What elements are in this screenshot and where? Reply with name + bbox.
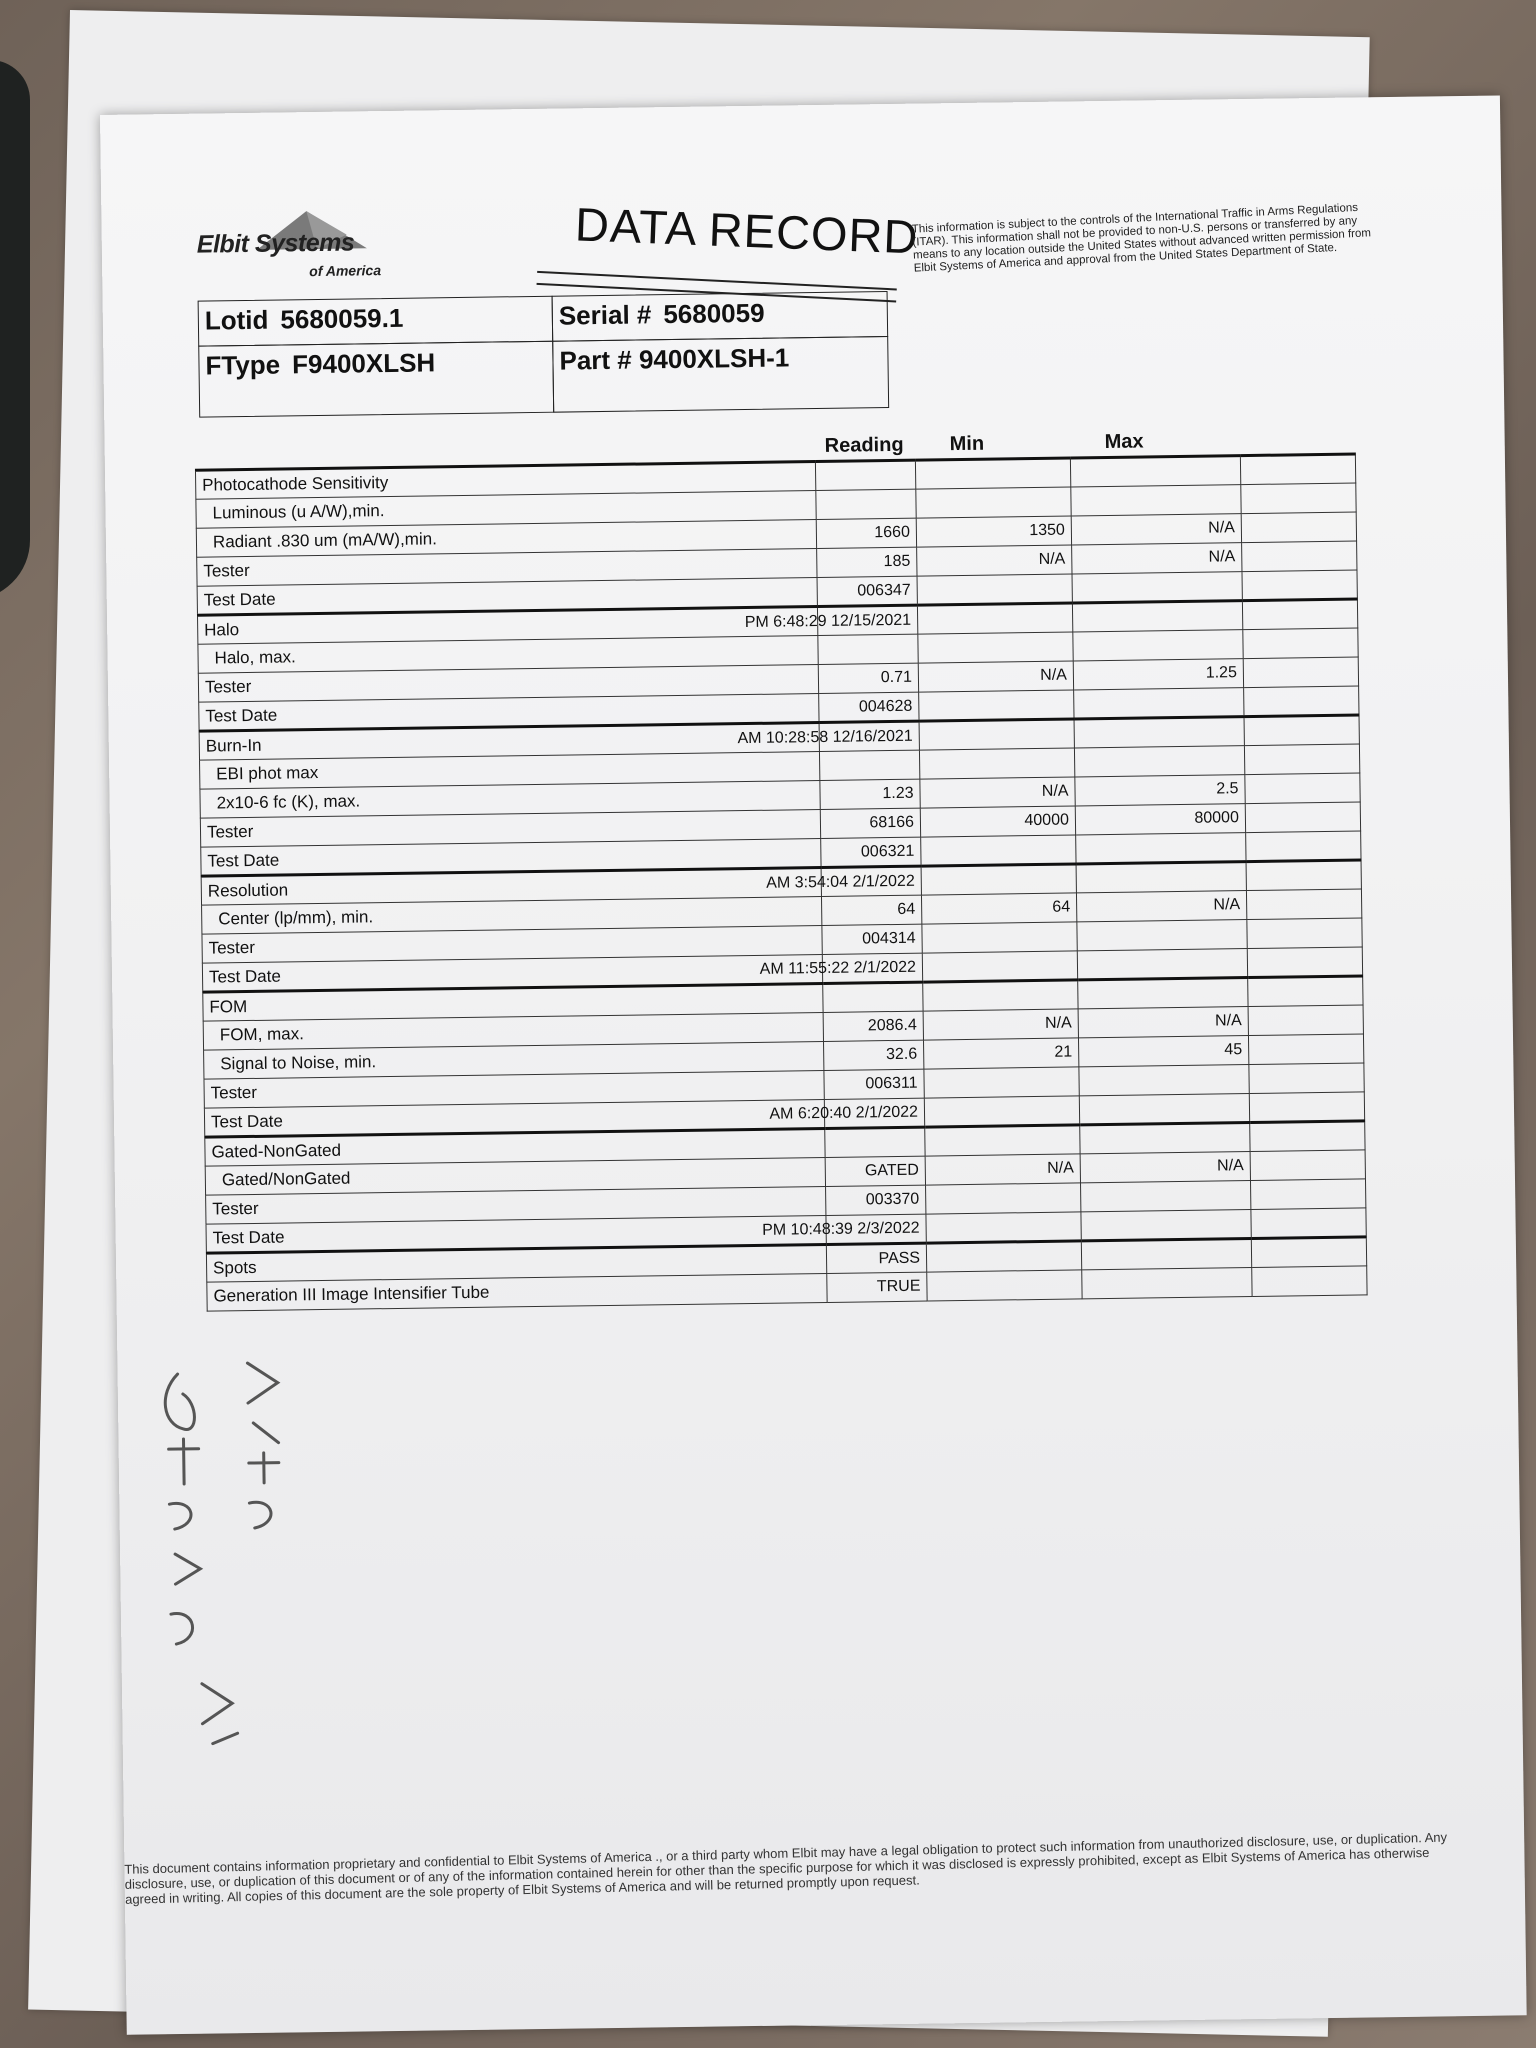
row-extra [1244,744,1359,775]
row-max [1079,1065,1249,1096]
row-reading: 006311 [824,1069,924,1099]
row-reading: 0.71 [818,663,918,693]
row-reading: 004628 [819,692,919,722]
row-max [1074,746,1244,777]
row-min [922,951,1077,982]
row-max: 80000 [1075,804,1245,835]
row-reading [819,750,919,780]
column-header-reading: Reading [824,433,904,457]
row-label: Tester [204,1070,824,1108]
row-max [1077,949,1247,980]
row-reading: PASS [826,1243,926,1273]
row-max [1071,485,1241,516]
row-extra [1251,1237,1366,1268]
row-extra [1246,860,1361,891]
row-extra [1241,483,1356,514]
row-extra [1247,947,1362,978]
row-label: Luminous (u A/W),min. [196,491,816,529]
row-max [1081,1239,1251,1270]
ftype-cell [198,341,554,418]
row-label: Tester [202,925,822,963]
row-max: N/A [1071,514,1241,545]
row-reading: TRUE [827,1272,927,1302]
row-reading: 004314 [822,924,922,954]
confidentiality-disclaimer: This document contains information proprietary and confidential to Elbit Systems of America ., or a third party whom Elbit may have a legal obligation to protect such information from unauthorized disclosure, use, or duplication. Any disclosure, use, or duplication of this document or of any of the information contained herein for other than the specific purpose for which it was disclosed is expressly prohibited, except as Elbit Systems of America has otherwise agreed in writing. All copies of this document are the sole property of Elbit Systems of America and will be returned promptly upon request. [124,1829,1448,1907]
row-extra [1246,889,1361,920]
row-max [1076,862,1246,893]
row-reading: GATED [825,1156,925,1186]
row-label: EBI phot max [200,752,820,790]
row-max: 1.25 [1073,659,1243,690]
lotid-cell [198,296,554,347]
ftype-value: F9400XLSH [291,347,436,380]
itar-notice: This information is subject to the controls of the International Traffic in Arms Regulations (ITAR). This information shall not be provided to non-U.S. persons or transferred by any means to any location outside the United States without advanced written permission from Elbit Systems of America and approval from the United States Department of State. [911,201,1372,275]
logo-name: Elbit Systems [196,228,355,259]
row-max [1082,1268,1252,1299]
row-max [1074,688,1244,719]
row-min: N/A [925,1154,1080,1185]
row-max [1079,1094,1249,1125]
row-reading: 2/3/2022 10:48:39 PM [826,1214,926,1244]
row-min [916,487,1071,518]
row-label: Signal to Noise, min. [204,1041,824,1079]
row-reading: 003370 [826,1185,926,1215]
row-min [921,835,1076,866]
row-min [915,458,1070,489]
elbit-logo [196,205,427,288]
row-min [918,632,1073,663]
row-min [919,719,1074,750]
row-extra [1243,628,1358,659]
row-max [1072,572,1242,603]
row-label: FOM [203,983,823,1021]
row-extra [1250,1150,1365,1181]
row-extra [1248,976,1363,1007]
row-label: Photocathode Sensitivity [195,462,815,500]
row-extra [1250,1179,1365,1210]
row-max [1070,456,1240,487]
lotid-value: 5680059.1 [280,302,404,335]
row-reading: 2/1/2022 6:20:40 AM [824,1098,924,1128]
row-max: N/A [1080,1152,1250,1183]
row-reading [823,982,923,1012]
row-min: 1350 [916,516,1071,547]
row-reading: 006321 [821,837,921,867]
row-max: 45 [1078,1036,1248,1067]
row-max [1078,978,1248,1009]
row-max [1076,833,1246,864]
row-label: Tester [198,665,818,703]
data-record-sheet [100,95,1527,2034]
part-cell [552,336,889,413]
row-min: 40000 [920,806,1075,837]
column-header-max: Max [1104,430,1144,454]
row-label: Burn-In [199,723,819,761]
row-extra [1245,773,1360,804]
part-value: 9400XLSH-1 [638,342,790,375]
row-max: N/A [1078,1007,1248,1038]
row-min: N/A [923,1009,1078,1040]
serial-value: 5680059 [663,297,765,330]
page-title: DATA RECORD [574,197,920,264]
row-label: Test Date [199,694,819,732]
row-min: 21 [923,1038,1078,1069]
row-label: Halo, max. [198,636,818,674]
row-label: Test Date [202,954,822,992]
row-extra [1248,1005,1363,1036]
row-max: 2.5 [1075,775,1245,806]
row-min [925,1125,1080,1156]
row-reading: 006347 [817,576,917,606]
row-reading: 1660 [816,518,916,548]
row-extra [1249,1063,1364,1094]
row-extra [1241,512,1356,543]
row-extra [1244,686,1359,717]
row-label: Test Date [197,578,817,616]
row-label: Test Date [206,1215,826,1253]
row-min [919,748,1074,779]
row-label: Center (lp/mm), min. [202,897,822,935]
row-label: Test Date [204,1099,824,1137]
data-record-table [195,452,1368,1311]
row-max: N/A [1076,891,1246,922]
serial-label: Serial # [558,299,652,331]
row-extra [1248,1034,1363,1065]
row-reading: 68166 [820,808,920,838]
row-extra [1245,802,1360,833]
row-reading: 12/15/2021 6:48:29 PM [817,605,917,635]
logo-subtitle: of America [309,262,382,280]
row-max [1080,1123,1250,1154]
row-label: FOM, max. [203,1012,823,1050]
row-min [927,1270,1082,1301]
column-header-min: Min [949,432,985,456]
row-label: Tester [206,1186,826,1224]
row-reading: 64 [821,895,921,925]
row-extra [1251,1208,1366,1239]
row-label: Gated-NonGated [205,1128,825,1166]
handwritten-annotation [137,1352,313,1774]
lotid-label: Lotid [204,304,269,336]
row-min [926,1183,1081,1214]
row-min: 64 [921,893,1076,924]
row-min [924,1067,1079,1098]
row-extra [1242,541,1357,572]
row-extra [1250,1121,1365,1152]
row-label: Resolution [201,868,821,906]
row-label: Test Date [201,839,821,877]
row-max [1077,920,1247,951]
row-max [1074,717,1244,748]
row-extra [1246,831,1361,862]
row-max [1073,630,1243,661]
row-extra [1249,1092,1364,1123]
row-max [1081,1210,1251,1241]
row-min: N/A [917,545,1072,576]
row-min [922,922,1077,953]
row-min [924,1096,1079,1127]
row-min: N/A [918,661,1073,692]
row-min: N/A [920,777,1075,808]
row-max [1072,601,1242,632]
row-extra [1242,570,1357,601]
ftype-label: FType [205,349,281,381]
row-min [926,1212,1081,1243]
background-bag [0,60,30,600]
row-extra [1252,1266,1367,1297]
row-reading: 185 [817,547,917,577]
part-label: Part # [559,344,632,376]
row-label: Tester [200,810,820,848]
row-reading [816,489,916,519]
row-label: Spots [206,1244,826,1282]
row-min [926,1241,1081,1272]
row-label: Generation III Image Intensifier Tube [207,1273,827,1311]
row-min [917,603,1072,634]
row-label: Gated/NonGated [205,1157,825,1195]
row-extra [1244,715,1359,746]
row-reading [815,460,915,490]
row-label: Halo [197,607,817,645]
row-reading: 2086.4 [823,1011,923,1041]
row-reading: 32.6 [824,1040,924,1070]
row-min [919,690,1074,721]
row-max [1081,1181,1251,1212]
row-extra [1243,657,1358,688]
row-reading: 12/16/2021 10:28:58 AM [819,721,919,751]
row-label: Radiant .830 um (mA/W),min. [196,520,816,558]
identification-box [198,291,890,418]
row-min [923,980,1078,1011]
serial-cell [552,291,889,342]
row-label: 2x10-6 fc (K), max. [200,781,820,819]
row-extra [1242,599,1357,630]
row-reading: 2/1/2022 3:54:04 AM [821,866,921,896]
row-extra [1240,454,1355,485]
row-reading: 2/1/2022 11:55:22 AM [822,953,922,983]
row-reading [818,634,918,664]
row-label: Tester [197,549,817,587]
row-min [921,864,1076,895]
row-reading: 1.23 [820,779,920,809]
row-max: N/A [1072,543,1242,574]
row-extra [1247,918,1362,949]
row-min [917,574,1072,605]
row-reading [825,1127,925,1157]
